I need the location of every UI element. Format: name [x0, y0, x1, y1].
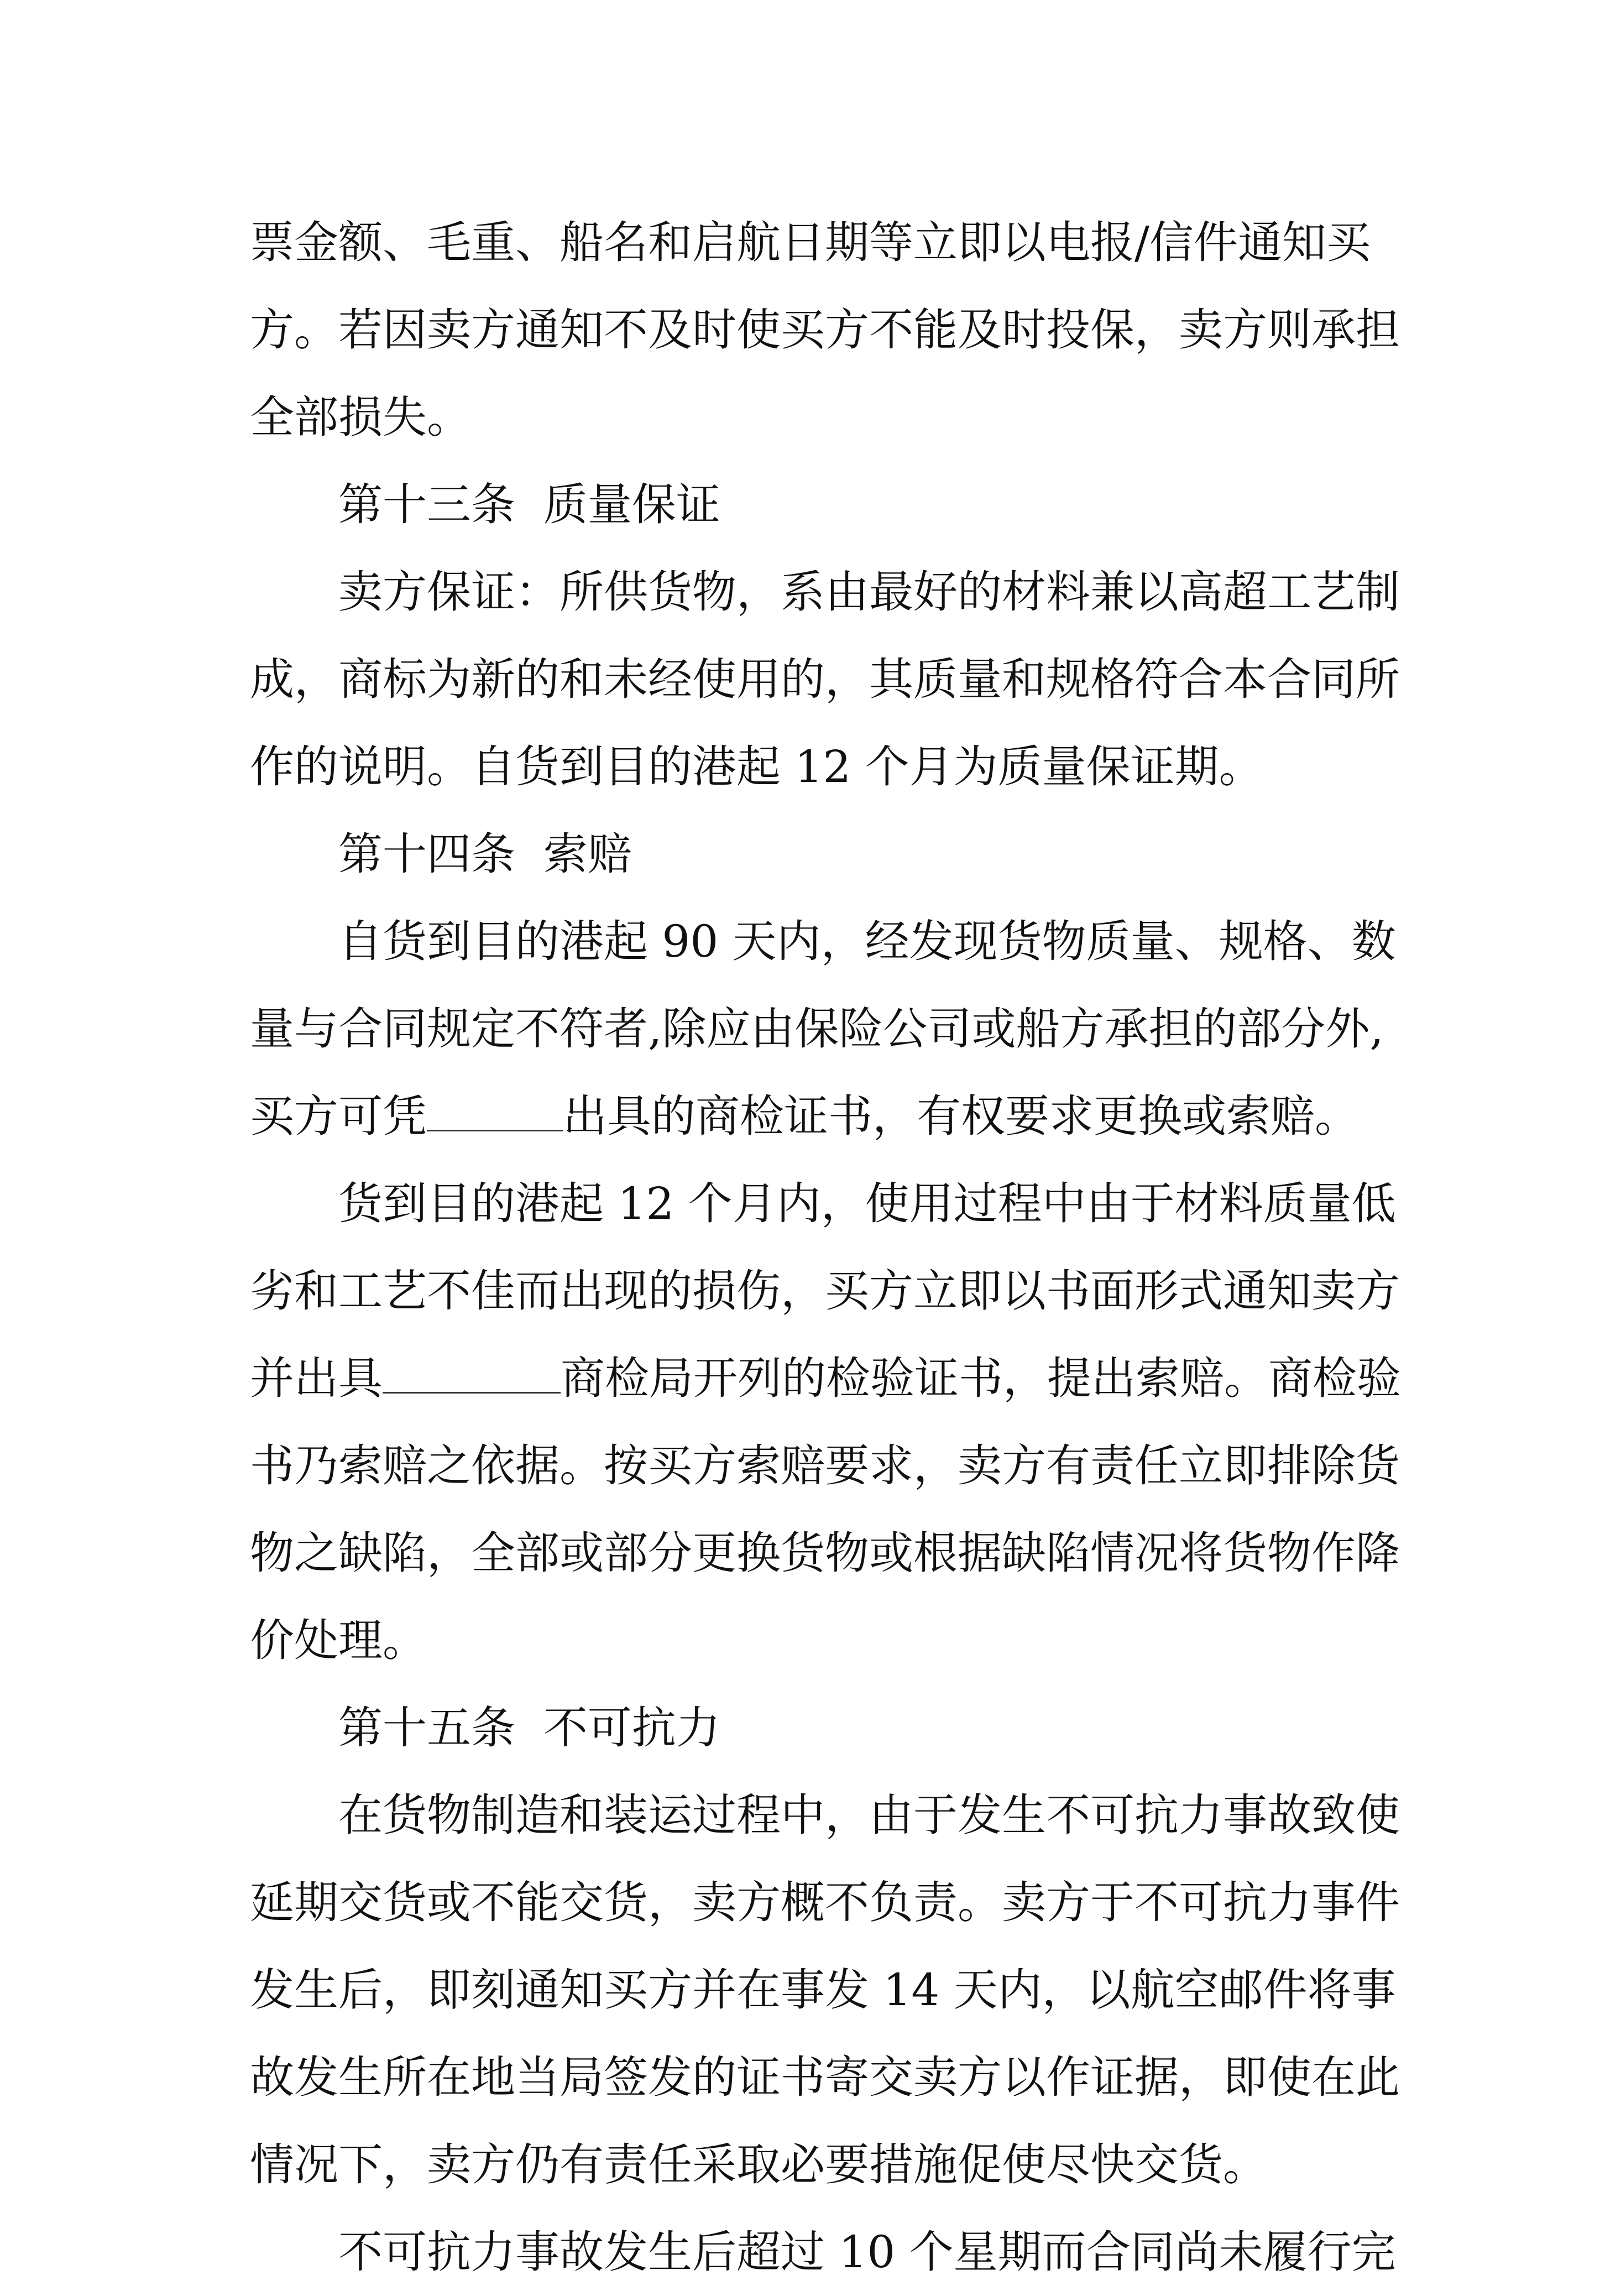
fill-in-blank	[427, 1088, 563, 1131]
fill-in-blank	[383, 1350, 561, 1394]
body-text-line	[250, 1073, 1359, 1160]
article-15-heading: 第十五条 不可抗力	[338, 1702, 720, 1754]
body-text-line: 自货到目的港起 90 天内，经发现货物质量、规格、数	[338, 916, 1396, 967]
text-segment: 出具的商检证书，有权要求更换或索赔。	[563, 1090, 1359, 1142]
body-text-line: 劣和工艺不佳而出现的损伤，买方立即以书面形式通知卖方	[250, 1265, 1400, 1317]
body-text-line: 发生后，即刻通知买方并在事发 14 天内，以航空邮件将事	[250, 1964, 1396, 2016]
body-text-line: 票金额、毛重、船名和启航日期等立即以电报/信件通知买	[250, 217, 1371, 268]
body-text-line: 故发生所在地当局签发的证书寄交卖方以作证据，即使在此	[250, 2052, 1400, 2103]
text-segment: 并出具	[250, 1353, 383, 1404]
body-text-line: 成，商标为新的和未经使用的，其质量和规格符合本合同所	[250, 654, 1400, 705]
body-text-line: 情况下，卖方仍有责任采取必要措施促使尽快交货。	[250, 2139, 1267, 2190]
text-segment: 商检局开列的检验证书，提出索赔。商检验	[561, 1353, 1401, 1404]
body-text-line	[250, 1335, 1401, 1422]
article-13-heading: 第十三条 质量保证	[338, 479, 720, 530]
body-text-line: 物之缺陷，全部或部分更换货物或根据缺陷情况将货物作降	[250, 1527, 1400, 1579]
text-segment: 买方可凭	[250, 1090, 427, 1142]
body-text-line: 价处理。	[250, 1615, 427, 1666]
body-text-line: 作的说明。自货到目的港起 12 个月为质量保证期。	[250, 741, 1263, 792]
body-text-line: 延期交货或不能交货，卖方概不负责。卖方于不可抗力事件	[250, 1877, 1400, 1928]
body-text-line: 量与合同规定不符者,除应由保险公司或船方承担的部分外,	[250, 1003, 1384, 1055]
body-text-line: 书乃索赔之依据。按买方索赔要求，卖方有责任立即排除货	[250, 1440, 1400, 1491]
body-text-line: 货到目的港起 12 个月内，使用过程中由于材料质量低	[338, 1178, 1396, 1229]
article-14-heading: 第十四条 索赔	[338, 828, 632, 880]
body-text-line: 方。若因卖方通知不及时使买方不能及时投保，卖方则承担	[250, 304, 1400, 356]
document-page	[250, 199, 1401, 2296]
body-text-line: 不可抗力事故发生后超过 10 个星期而合同尚未履行完	[338, 2226, 1396, 2278]
body-text-line: 卖方保证：所供货物，系由最好的材料兼以高超工艺制	[338, 566, 1400, 618]
body-text-line: 在货物制造和装运过程中，由于发生不可抗力事故致使	[338, 1789, 1400, 1841]
body-text-line: 全部损失。	[250, 392, 471, 443]
